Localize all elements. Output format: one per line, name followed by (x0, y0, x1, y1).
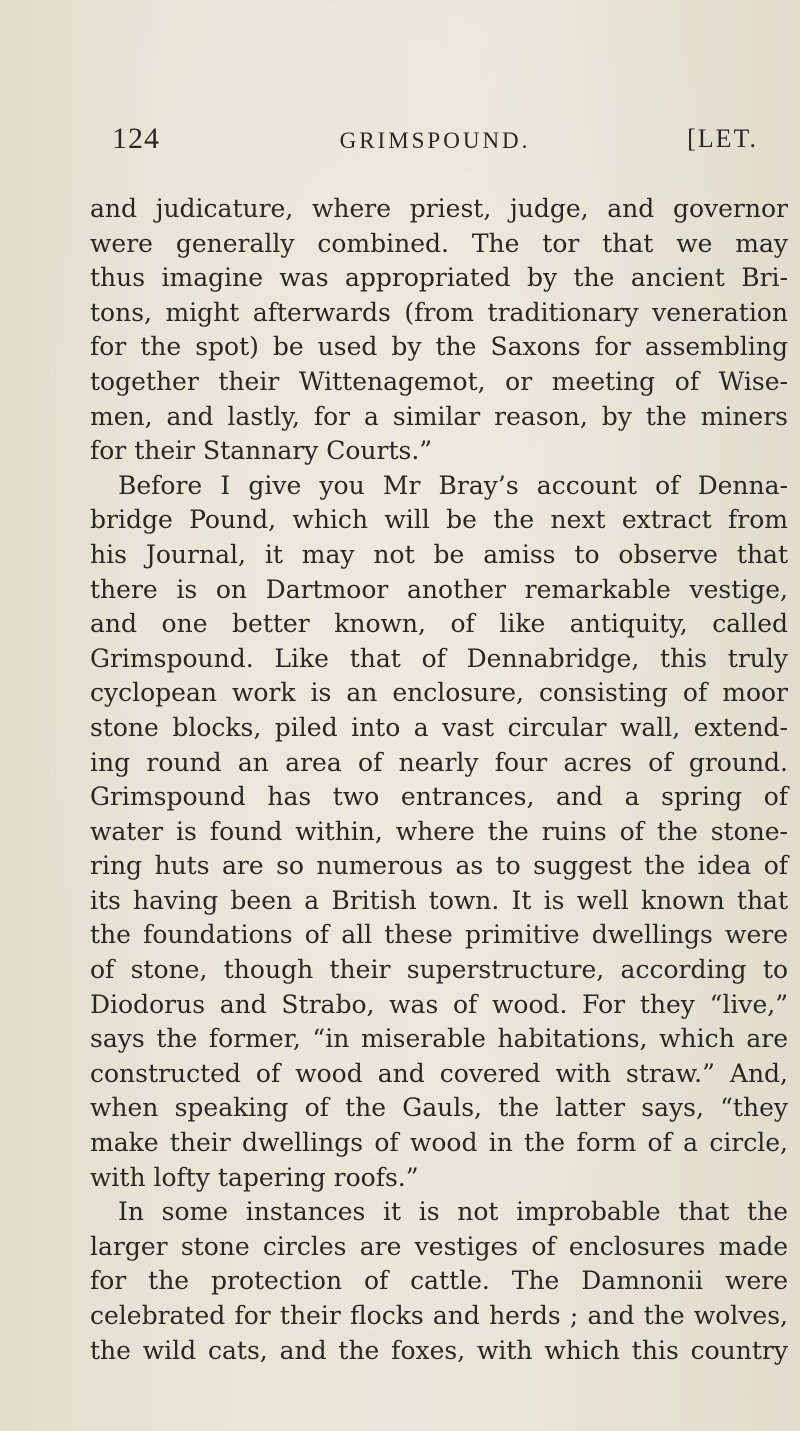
running-head (112, 122, 758, 162)
text-line: make their dwellings of wood in the form of a circle, (90, 1128, 788, 1158)
text-line: there is on Dartmoor another remarkable vestige, (90, 574, 788, 604)
text-line: bridge Pound, which will be the next extract from (90, 505, 788, 535)
section-mark: [LET. (687, 124, 758, 153)
text-line: its having been a British town. It is well known that (90, 885, 788, 915)
text-line: and one better known, of like antiquity, called (90, 609, 788, 639)
page-number: 124 (112, 122, 160, 155)
text-line: larger stone circles are vestiges of enclosures made (90, 1231, 788, 1261)
text-line: tons, might afterwards (from traditionary veneration (90, 297, 788, 327)
text-line: says the former, “in miserable habitations, which are (90, 1024, 788, 1054)
text-line: Grimspound. Like that of Dennabridge, this truly (90, 643, 788, 673)
text-line: Before I give you Mr Bray’s account of Denna- (118, 470, 788, 500)
text-line: together their Wittenagemot, or meeting of Wise- (90, 366, 788, 396)
text-line: men, and lastly, for a similar reason, by the miners (90, 401, 788, 431)
running-title: GRIMSPOUND. (339, 128, 531, 153)
text-line: In some instances it is not improbable that the (118, 1197, 788, 1227)
text-line: of stone, though their superstructure, according to (90, 955, 788, 985)
text-line: celebrated for their flocks and herds ; and the wolves, (90, 1301, 788, 1330)
text-line: thus imagine was appropriated by the ancient Bri- (90, 263, 788, 293)
text-line: the wild cats, and the foxes, with which this country (90, 1335, 788, 1365)
text-line: for the protection of cattle. The Damnonii were (90, 1266, 788, 1296)
body-text (90, 192, 788, 1368)
text-line: for their Stannary Courts.” (90, 436, 433, 466)
text-line: ing round an area of nearly four acres of ground. (90, 747, 788, 777)
text-line: constructed of wood and covered with straw.” And, (90, 1058, 788, 1088)
text-line: his Journal, it may not be amiss to observe that (90, 539, 788, 569)
text-line: for the spot) be used by the Saxons for assembling (90, 332, 788, 362)
text-line: and judicature, where priest, judge, and governor (90, 194, 788, 223)
text-line: with lofty tapering roofs.” (90, 1162, 419, 1192)
text-line: when speaking of the Gauls, the latter says, “they (90, 1093, 788, 1123)
text-line: were generally combined. The tor that we may (90, 228, 788, 258)
text-line: Grimspound has two entrances, and a spring of (90, 782, 788, 812)
text-line: Diodorus and Strabo, was of wood. For they “live,” (90, 989, 788, 1019)
text-line: ring huts are so numerous as to suggest the idea of (90, 851, 788, 881)
text-line: stone blocks, piled into a vast circular wall, extend- (90, 712, 788, 742)
text-line: cyclopean work is an enclosure, consisting of moor (90, 678, 788, 708)
text-line: water is found within, where the ruins of the stone- (90, 816, 788, 846)
text-line: the foundations of all these primitive dwellings were (90, 920, 788, 950)
